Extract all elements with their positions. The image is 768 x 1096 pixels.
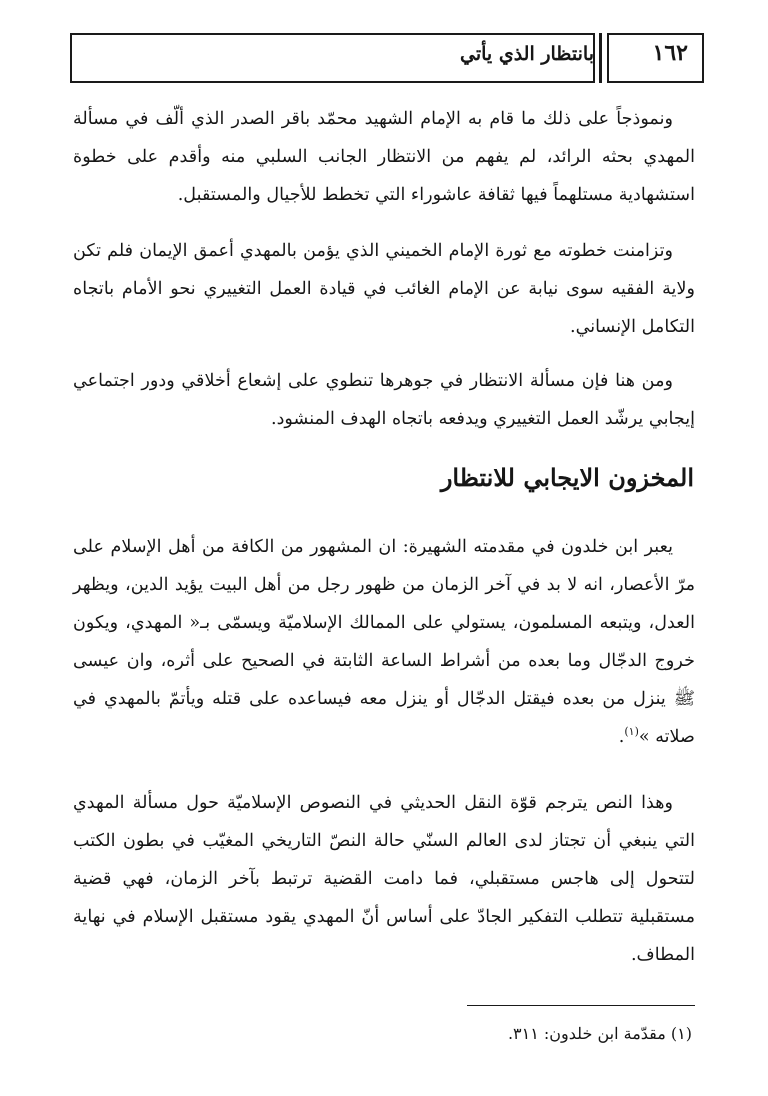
footnote-divider <box>467 1005 695 1006</box>
quote-text: يعبر ابن خلدون في مقدمته الشهيرة: ان المشهور من الكافة من أهل الإسلام على مرّ الأعصار، انه لا بد في آخر الزمان من ظهور رجل من أهل البيت يؤيد الدين، ويظهر العدل، ويتبعه المسلمون، يستولي على الممالك الإسلاميّة ويسمّى بـ« المهدي، ويكون خروج الدجّال وما بعده من أشراط الساعة الثابتة في الصحيح على أثره، وان عيسى ﷺ ينزل من بعده فيقتل الدجّال أو ينزل معه فيساعده على قتله ويأتمّ بالمهدي في صلاته » <box>73 537 695 747</box>
paragraph-2: وتزامنت خطوته مع ثورة الإمام الخميني الذي يؤمن بالمهدي أعمق الإيمان فلم تكن ولاية الفقيه سوى نيابة عن الإمام الغائب في قيادة العمل التغييري نحو الأمام باتجاه التكامل الإنساني. <box>73 241 695 337</box>
footnote: (١) مقدّمة ابن خلدون: ٣١١. <box>507 1024 692 1043</box>
paragraph-3: ومن هنا فإن مسألة الانتظار في جوهرها تنطوي على إشعاع أخلاقي ودور اجتماعي إيجابي يرشّد العمل التغييري ويدفعه باتجاه الهدف المنشود. <box>73 371 695 429</box>
running-title: بانتظار الذي يأتي <box>460 43 594 65</box>
paragraph-5: وهذا النص يترجم قوّة النقل الحديثي في النصوص الإسلاميّة حول مسألة المهدي التي ينبغي أن تجتاز لدى العالم السنّي حالة النصّ التاريخي المغيّب في بطون الكتب لتتحول إلى هاجس مستقبلي، فما دامت القضية ترتبط بآخر الزمان، فهي قضية مستقبلية تتطلب التفكير الجادّ على أساس أنّ المهدي يقود مستقبل الإسلام في نهاية المطاف. <box>73 793 695 965</box>
paragraph-4 <box>73 528 695 756</box>
page-header <box>70 33 704 83</box>
page-number: ١٦٢ <box>652 40 688 66</box>
quote-end: . <box>618 727 625 747</box>
section-heading: المخزون الايجابي للانتظار <box>440 463 694 492</box>
footnote-reference: (١) <box>624 725 639 739</box>
header-divider <box>599 33 602 83</box>
paragraph-1: ونموذجاً على ذلك ما قام به الإمام الشهيد محمّد باقر الصدر الذي ألّف في مسألة المهدي بحثه الرائد، لم يفهم من الانتظار الجانب السلبي منه وأقدم على خطوة استشهادية مستلهماً فيها ثقافة عاشوراء التي تخطط للأجيال والمستقبل. <box>73 109 695 205</box>
